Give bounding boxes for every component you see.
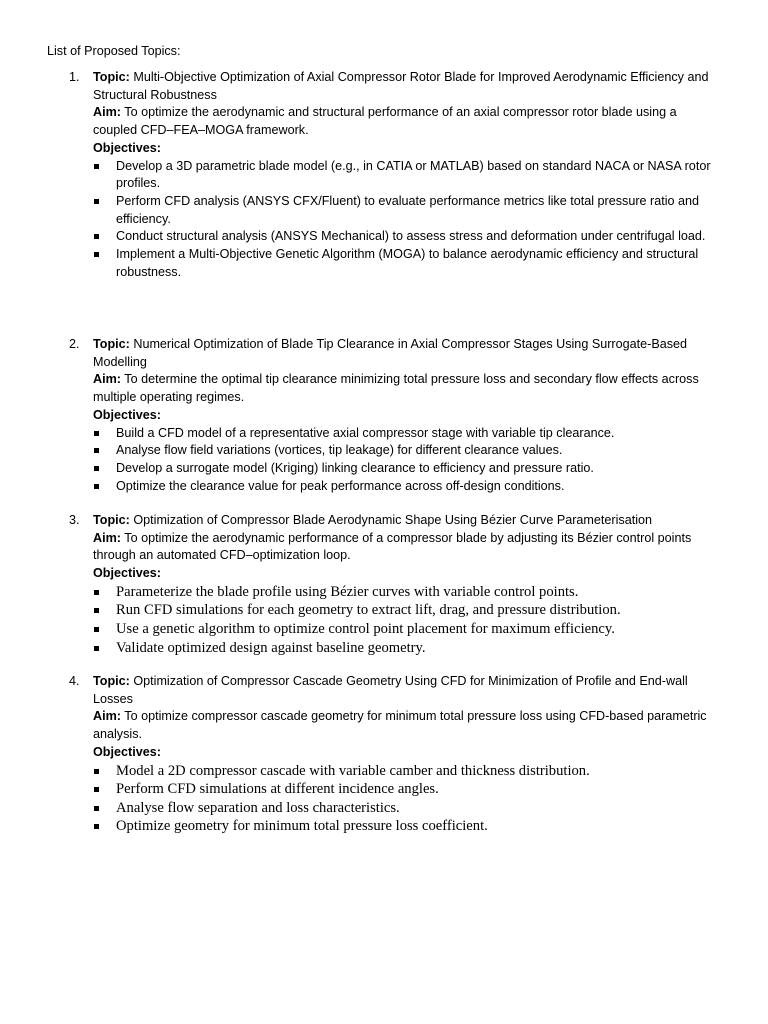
topic-title-line xyxy=(93,512,723,530)
aim-line xyxy=(93,104,723,139)
bullet-square-icon xyxy=(94,824,99,829)
aim-line xyxy=(93,708,723,743)
topic-label: Topic: xyxy=(93,337,130,351)
objectives-label: Objectives: xyxy=(93,566,161,581)
aim-label: Aim: xyxy=(93,530,121,545)
bullet-square-icon xyxy=(94,627,99,632)
topic-number: 1. xyxy=(69,70,80,84)
aim-text: To optimize the aerodynamic performance of a compressor blade by adjusting its Bézier control points through an automated CFD–optimization loop. xyxy=(93,530,692,563)
bullet-square-icon xyxy=(94,484,99,489)
topic-number: 4. xyxy=(69,674,80,688)
list-item: Optimize the clearance value for peak performance across off-design conditions. xyxy=(93,478,723,496)
list-item: Develop a 3D parametric blade model (e.g., in CATIA or MATLAB) based on standard NACA or NASA rotor profiles. xyxy=(93,158,723,193)
bullet-square-icon xyxy=(94,164,99,169)
objectives-list xyxy=(93,762,723,836)
topic-title: Numerical Optimization of Blade Tip Clearance in Axial Compressor Stages Using Surrogate-Based Modelling xyxy=(93,337,688,369)
bullet-square-icon xyxy=(94,590,99,595)
aim-text: To determine the optimal tip clearance minimizing total pressure loss and secondary flow effects across multiple operating regimes. xyxy=(93,372,699,405)
topic-title-line xyxy=(93,673,723,708)
topic-title-line xyxy=(93,336,723,371)
aim-label: Aim: xyxy=(93,372,121,387)
topic-item-1 xyxy=(69,69,723,281)
topic-label: Topic: xyxy=(93,674,130,688)
objectives-list xyxy=(93,425,723,496)
objectives-label: Objectives: xyxy=(93,407,161,422)
bullet-square-icon xyxy=(94,608,99,613)
list-item: Perform CFD analysis (ANSYS CFX/Fluent) to evaluate performance metrics like total pressure ratio and efficiency. xyxy=(93,193,723,228)
list-item: Develop a surrogate model (Kriging) linking clearance to efficiency and pressure ratio. xyxy=(93,460,723,478)
list-item: Conduct structural analysis (ANSYS Mechanical) to assess stress and deformation under centrifugal load. xyxy=(93,228,723,246)
topic-item-3 xyxy=(69,512,723,657)
topic-title-line xyxy=(93,69,723,104)
objectives-list xyxy=(93,583,723,657)
bullet-square-icon xyxy=(94,252,99,257)
bullet-square-icon xyxy=(94,787,99,792)
aim-text: To optimize the aerodynamic and structural performance of an axial compressor rotor blade using a coupled CFD–FEA–MOGA framework. xyxy=(93,105,677,138)
list-item: Analyse flow field variations (vortices, tip leakage) for different clearance values. xyxy=(93,442,723,460)
topic-label: Topic: xyxy=(93,70,130,84)
topic-item-2 xyxy=(69,336,723,495)
list-item: Perform CFD simulations at different incidence angles. xyxy=(93,780,723,799)
topic-number: 3. xyxy=(69,513,80,527)
topic-title: Optimization of Compressor Cascade Geometry Using CFD for Minimization of Profile and End-wall Losses xyxy=(93,674,688,706)
bullet-square-icon xyxy=(94,806,99,811)
objectives-label: Objectives: xyxy=(93,744,161,759)
topic-label: Topic: xyxy=(93,513,130,527)
objectives-label: Objectives: xyxy=(93,140,161,155)
list-item: Validate optimized design against baseline geometry. xyxy=(93,639,723,658)
topic-item-4 xyxy=(69,673,723,836)
aim-label: Aim: xyxy=(93,105,121,120)
list-item: Use a genetic algorithm to optimize control point placement for maximum efficiency. xyxy=(93,620,723,639)
bullet-square-icon xyxy=(94,448,99,453)
list-item: Analyse flow separation and loss characteristics. xyxy=(93,799,723,818)
list-item: Build a CFD model of a representative axial compressor stage with variable tip clearance. xyxy=(93,425,723,443)
bullet-square-icon xyxy=(94,466,99,471)
objectives-list xyxy=(93,158,723,282)
aim-line xyxy=(93,530,723,565)
list-item: Optimize geometry for minimum total pressure loss coefficient. xyxy=(93,817,723,836)
aim-label: Aim: xyxy=(93,709,121,724)
bullet-square-icon xyxy=(94,199,99,204)
bullet-square-icon xyxy=(94,646,99,651)
list-item: Parameterize the blade profile using Bézier curves with variable control points. xyxy=(93,583,723,602)
topic-title: Multi-Objective Optimization of Axial Compressor Rotor Blade for Improved Aerodynamic Efficiency and Structural Robustness xyxy=(93,70,709,102)
bullet-square-icon xyxy=(94,769,99,774)
list-heading: List of Proposed Topics: xyxy=(47,44,181,58)
aim-line xyxy=(93,371,723,406)
bullet-square-icon xyxy=(94,234,99,239)
list-item: Model a 2D compressor cascade with variable camber and thickness distribution. xyxy=(93,762,723,781)
aim-text: To optimize compressor cascade geometry for minimum total pressure loss using CFD-based parametric analysis. xyxy=(93,709,707,742)
topic-title: Optimization of Compressor Blade Aerodynamic Shape Using Bézier Curve Parameterisation xyxy=(133,513,653,527)
topic-number: 2. xyxy=(69,337,80,351)
list-item: Implement a Multi-Objective Genetic Algorithm (MOGA) to balance aerodynamic efficiency and structural robustness. xyxy=(93,246,723,281)
bullet-square-icon xyxy=(94,431,99,436)
list-item: Run CFD simulations for each geometry to extract lift, drag, and pressure distribution. xyxy=(93,601,723,620)
